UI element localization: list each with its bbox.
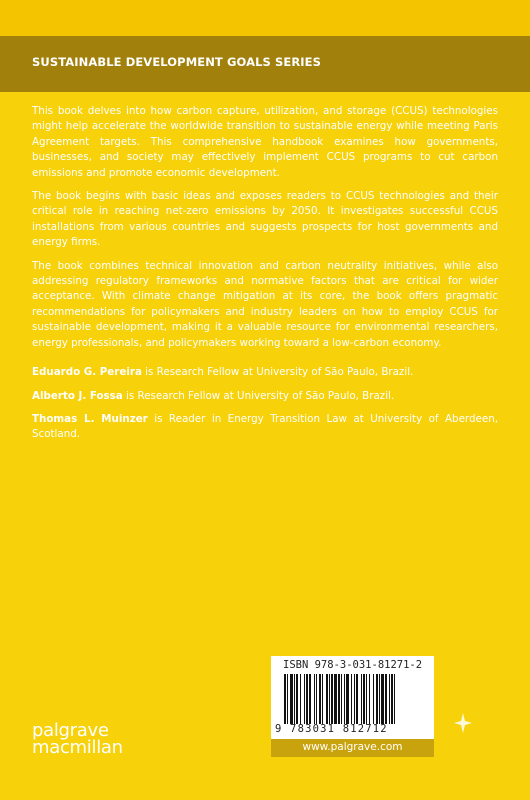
publisher-url: www.palgrave.com xyxy=(302,741,403,753)
barcode-bar xyxy=(331,674,333,724)
description-paragraph-2: The book begins with basic ideas and exposes readers to CCUS technologies and their critical role in reaching net-zero emissions by 2050. It investigates successful CCUS installations from various countries and suggests prospects for host governments and energy firms. xyxy=(32,190,498,249)
barcode-bar xyxy=(344,674,345,724)
barcode-bar xyxy=(341,674,342,724)
publisher-logo-line-2: macmillan xyxy=(32,737,123,758)
barcode-bar xyxy=(363,674,365,724)
barcode-bar xyxy=(290,674,293,724)
barcode-bar xyxy=(385,674,387,724)
barcode-bar xyxy=(316,674,317,724)
barcode-bar xyxy=(309,674,311,724)
publisher-logo-line-1: palgrave xyxy=(32,720,109,741)
barcode-bar xyxy=(394,674,395,724)
barcode-bar xyxy=(284,674,286,724)
author-name: Alberto J. Fossa xyxy=(32,389,123,402)
barcode-bar xyxy=(361,674,362,724)
barcode-bar xyxy=(326,674,328,724)
barcode-bar xyxy=(369,674,370,724)
leaf-mark-icon xyxy=(452,712,474,734)
series-title: SUSTAINABLE DEVELOPMENT GOALS SERIES xyxy=(32,55,321,69)
barcode-bar xyxy=(322,674,323,724)
author-description: is Reader in Energy Transition Law at University of Aberdeen, Scotland. xyxy=(32,412,498,441)
author-description: is Research Fellow at University of São Paulo, Brazil. xyxy=(141,366,414,379)
barcode-bar xyxy=(334,674,337,724)
barcode-bar xyxy=(314,674,315,724)
barcode-bar xyxy=(391,674,393,724)
barcode-bar xyxy=(300,674,301,724)
barcode-bar xyxy=(304,674,305,724)
barcode-bar xyxy=(346,674,349,724)
barcode-bar xyxy=(389,674,390,724)
isbn-barcode xyxy=(271,656,434,739)
author-name: Eduardo G. Pereira xyxy=(32,366,142,379)
author-description: is Research Fellow at University of São Paulo, Brazil. xyxy=(122,389,395,402)
description-paragraph-1: This book delves into how carbon capture, utilization, and storage (CCUS) technologies might help accelerate the worldwide transition to sustainable energy while meeting Paris Agreement targets. This comprehensive handbook examines how governments, businesses, and society may effectively implement CCUS programs to cut carbon emissions and promote economic development. xyxy=(32,105,498,179)
barcode-bar xyxy=(381,674,384,724)
barcode-bar xyxy=(366,674,367,724)
author-name: Thomas L. Muinzer xyxy=(32,412,148,425)
barcode-bar xyxy=(376,674,378,724)
barcode-bar xyxy=(354,674,355,724)
author-bio-1 xyxy=(32,365,498,380)
barcode-bar xyxy=(287,674,288,724)
publisher-logo xyxy=(32,722,123,756)
barcode-bar xyxy=(306,674,308,724)
back-cover-text xyxy=(32,104,498,451)
barcode-bar xyxy=(338,674,340,724)
barcode-bar xyxy=(379,674,380,724)
author-bio-3 xyxy=(32,412,498,443)
barcode-bar xyxy=(329,674,330,724)
top-strip xyxy=(0,0,530,36)
author-bio-2 xyxy=(32,389,498,404)
barcode-bar xyxy=(294,674,295,724)
barcode-bar xyxy=(351,674,352,724)
publisher-url-box xyxy=(271,739,434,757)
description-paragraph-3: The book combines technical innovation and carbon neutrality initiatives, while also addressing regulatory frameworks and normative factors that are critical for wider acceptance. With climate change mitigation at its core, the book offers pragmatic recommendations for policymakers and industry leaders on how to employ CCUS for sustainable development, making it a valuable resource for environmental researchers, energy professionals, and policymakers working toward a low-carbon economy. xyxy=(32,259,498,349)
barcode-digits: 9 783031 812712 xyxy=(275,723,388,735)
barcode-bar xyxy=(356,674,358,724)
barcode-bar xyxy=(296,674,298,724)
barcode-bars xyxy=(284,674,425,724)
barcode-bar xyxy=(319,674,321,724)
barcode-bar xyxy=(373,674,374,724)
isbn-label: ISBN 978-3-031-81271-2 xyxy=(283,659,423,671)
